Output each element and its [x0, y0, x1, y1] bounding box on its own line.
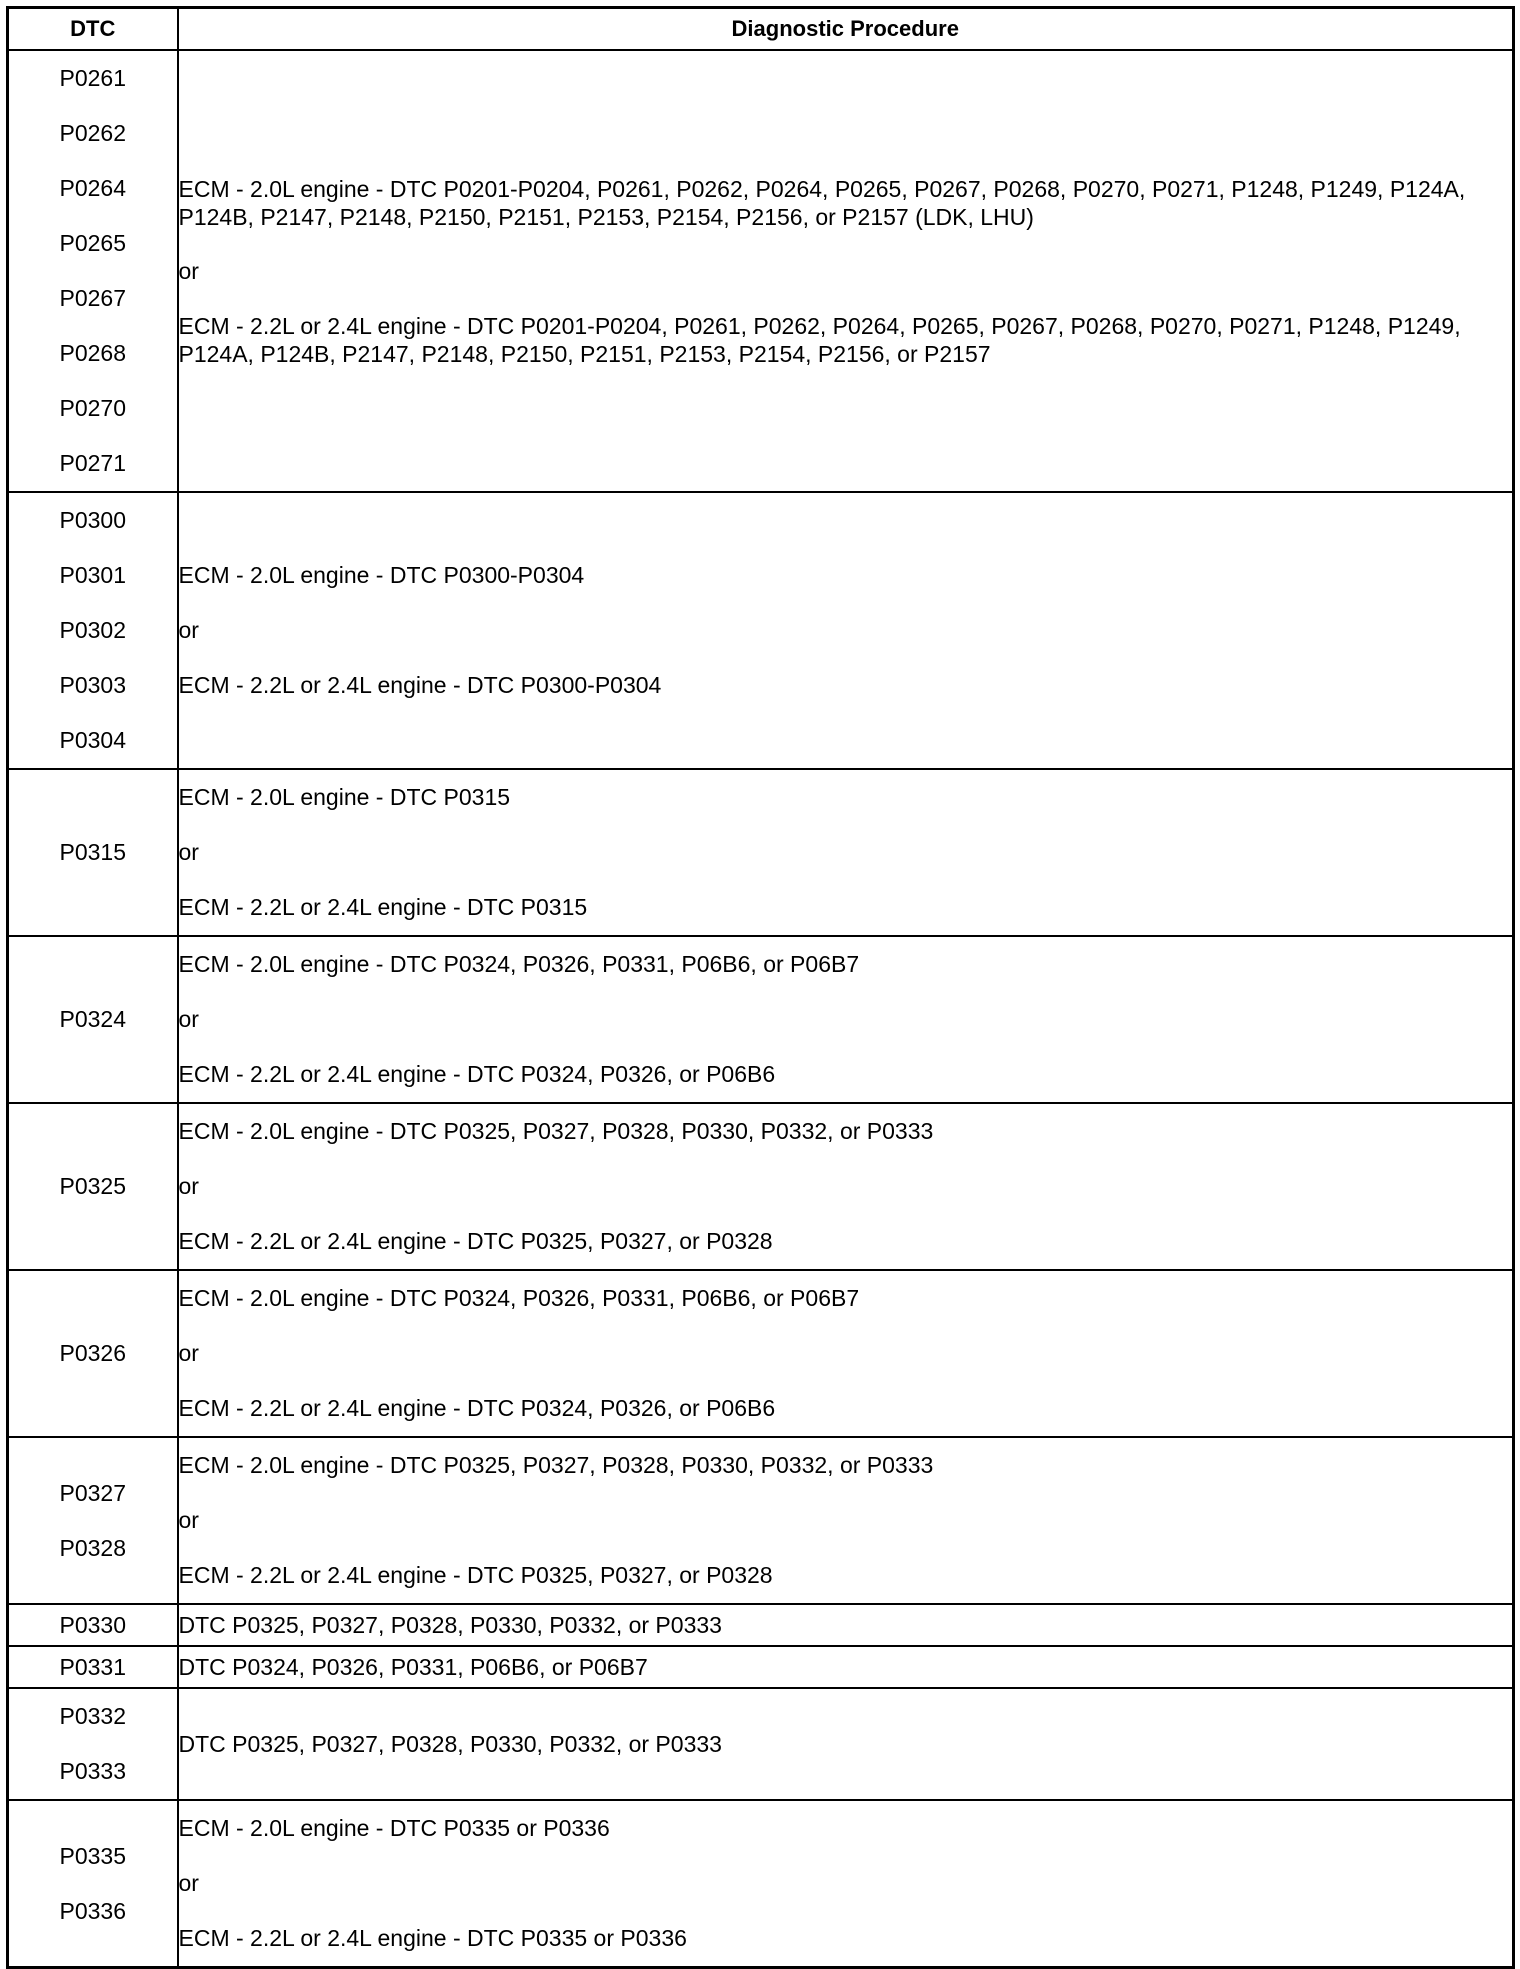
dtc-table [6, 6, 1515, 1969]
dtc-code: P0267 [59, 285, 126, 311]
dtc-code: P0261 [59, 65, 126, 91]
table-row [8, 1800, 1514, 1968]
dtc-code: P0332 [59, 1703, 126, 1729]
procedure-line: or [178, 1173, 199, 1199]
header-row [8, 8, 1514, 51]
procedure-cell [178, 936, 1514, 1103]
procedure-cell [178, 50, 1514, 492]
procedure-cell [178, 769, 1514, 936]
dtc-code: P0262 [59, 120, 126, 146]
procedure-line: ECM - 2.0L engine - DTC P0325, P0327, P0328, P0330, P0332, or P0333 [178, 1452, 934, 1478]
procedure-line: ECM - 2.0L engine - DTC P0335 or P0336 [178, 1815, 610, 1841]
table-row [8, 1103, 1514, 1270]
dtc-cell [8, 50, 178, 492]
procedure-line: ECM - 2.0L engine - DTC P0201-P0204, P0261, P0262, P0264, P0265, P0267, P0268, P0270, P0271, P1248, P1249, P124A, P124B, P2147, P2148, P2150, P2151, P2153, P2154, P2156, or P2157 (LDK, LHU) [178, 175, 1466, 230]
procedure-line: or [178, 1870, 199, 1896]
procedure-line: ECM - 2.2L or 2.4L engine - DTC P0335 or P0336 [178, 1925, 687, 1951]
procedure-line: ECM - 2.0L engine - DTC P0324, P0326, P0331, P06B6, or P06B7 [178, 1285, 860, 1311]
procedure-line: or [178, 839, 199, 865]
dtc-code: P0265 [59, 230, 126, 256]
procedure-cell [178, 1800, 1514, 1968]
dtc-code: P0325 [59, 1173, 126, 1199]
dtc-cell [8, 1604, 178, 1646]
procedure-line: ECM - 2.2L or 2.4L engine - DTC P0324, P0326, or P06B6 [178, 1061, 776, 1087]
procedure-line: ECM - 2.2L or 2.4L engine - DTC P0300-P0304 [178, 672, 662, 698]
dtc-code: P0324 [59, 1006, 126, 1032]
procedure-line: ECM - 2.2L or 2.4L engine - DTC P0325, P0327, or P0328 [178, 1228, 773, 1254]
procedure-cell [178, 1103, 1514, 1270]
table-row [8, 936, 1514, 1103]
procedure-line: or [178, 257, 199, 284]
dtc-code: P0327 [59, 1479, 126, 1506]
procedure-line: ECM - 2.2L or 2.4L engine - DTC P0324, P0326, or P06B6 [178, 1395, 776, 1421]
procedure-line: ECM - 2.2L or 2.4L engine - DTC P0315 [178, 894, 588, 920]
procedure-cell [178, 492, 1514, 769]
dtc-code: P0315 [59, 839, 126, 865]
table-row [8, 50, 1514, 492]
procedure-line: ECM - 2.0L engine - DTC P0300-P0304 [178, 562, 585, 588]
procedure-line: or [178, 1006, 199, 1032]
procedure-line: or [178, 1507, 199, 1533]
dtc-code: P0333 [59, 1758, 126, 1784]
procedure-cell [178, 1270, 1514, 1437]
procedure-line: ECM - 2.0L engine - DTC P0325, P0327, P0328, P0330, P0332, or P0333 [178, 1118, 934, 1144]
procedure-line: ECM - 2.0L engine - DTC P0315 [178, 784, 511, 810]
dtc-cell [8, 1646, 178, 1688]
table-row [8, 1688, 1514, 1800]
dtc-cell [8, 1437, 178, 1604]
dtc-code: P0335 [59, 1842, 126, 1869]
dtc-cell [8, 936, 178, 1103]
procedure-line: DTC P0324, P0326, P0331, P06B6, or P06B7 [178, 1654, 648, 1680]
table-row [8, 1270, 1514, 1437]
procedure-line: or [178, 617, 199, 643]
procedure-cell [178, 1688, 1514, 1800]
dtc-code: P0270 [59, 395, 126, 421]
procedure-cell [178, 1604, 1514, 1646]
dtc-code: P0268 [59, 340, 126, 366]
procedure-cell [178, 1646, 1514, 1688]
dtc-cell [8, 1270, 178, 1437]
dtc-code: P0264 [59, 175, 126, 201]
dtc-cell [8, 1103, 178, 1270]
dtc-code: P0271 [59, 450, 126, 476]
procedure-line: or [178, 1340, 199, 1366]
procedure-cell [178, 1437, 1514, 1604]
dtc-cell [8, 1800, 178, 1968]
dtc-code: P0304 [59, 727, 126, 753]
procedure-line: ECM - 2.0L engine - DTC P0324, P0326, P0331, P06B6, or P06B7 [178, 951, 860, 977]
dtc-cell [8, 492, 178, 769]
table-row [8, 1646, 1514, 1688]
dtc-code: P0328 [59, 1534, 126, 1561]
dtc-code: P0331 [59, 1654, 126, 1680]
procedure-line: DTC P0325, P0327, P0328, P0330, P0332, or P0333 [178, 1612, 722, 1638]
dtc-code: P0330 [59, 1612, 126, 1638]
table-row [8, 492, 1514, 769]
header-diagnostic-procedure: Diagnostic Procedure [178, 8, 1514, 51]
dtc-code: P0326 [59, 1340, 126, 1366]
table-row [8, 1437, 1514, 1604]
dtc-code: P0336 [59, 1897, 126, 1924]
table-row [8, 769, 1514, 936]
dtc-cell [8, 769, 178, 936]
procedure-line: ECM - 2.2L or 2.4L engine - DTC P0201-P0204, P0261, P0262, P0264, P0265, P0267, P0268, P0270, P0271, P1248, P1249, P124A, P124B, P2147, P2148, P2150, P2151, P2153, P2154, P2156, or P2157 [178, 312, 1461, 367]
dtc-code: P0301 [59, 562, 126, 588]
dtc-code: P0300 [59, 507, 126, 533]
dtc-code: P0302 [59, 617, 126, 643]
table-row [8, 1604, 1514, 1646]
dtc-code: P0303 [59, 672, 126, 698]
procedure-line: DTC P0325, P0327, P0328, P0330, P0332, or P0333 [178, 1730, 722, 1757]
header-dtc: DTC [8, 8, 178, 51]
procedure-line: ECM - 2.2L or 2.4L engine - DTC P0325, P0327, or P0328 [178, 1562, 773, 1588]
dtc-cell [8, 1688, 178, 1800]
